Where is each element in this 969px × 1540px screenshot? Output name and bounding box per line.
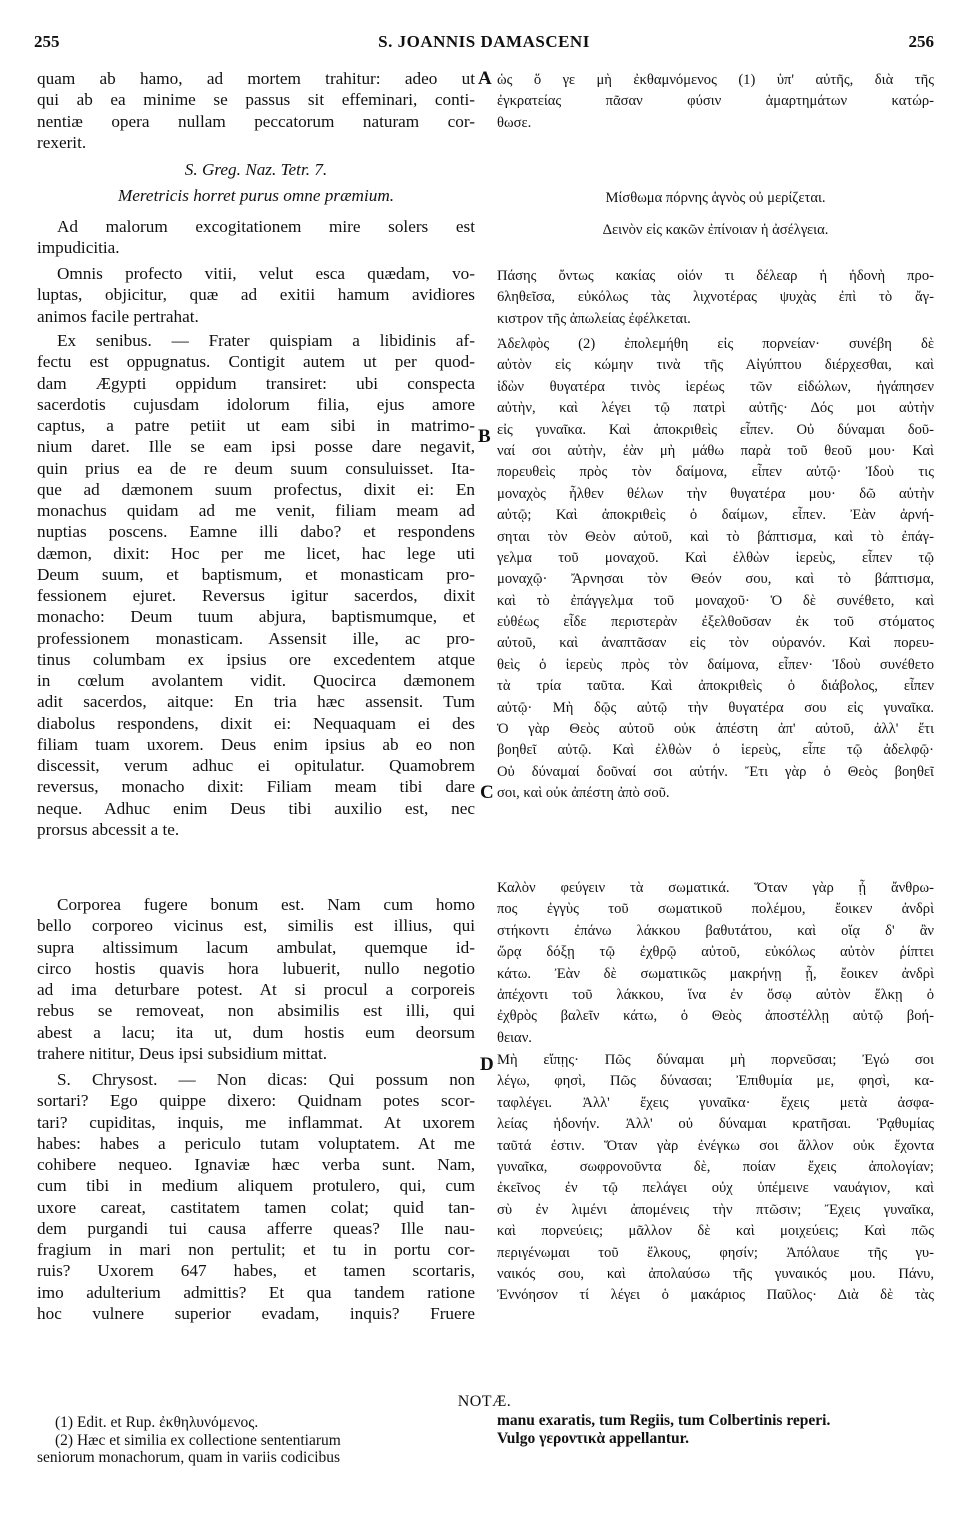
text-line: σοι, καὶ οὐκ ἀπέστη ἀπὸ σοῦ. [497,785,670,802]
text-line: Ὁ γὰρ Θεὸς αὐτοῦ οὐκ ἀπέστη ἀπ' αὐτοῦ, ἀλλ' ἔτι [497,721,934,738]
text-line: ἐκεῖνος ἐν τῷ πελάγει οὐχ ὑπέμεινε ναυάγιον, καὶ [497,1180,934,1197]
text-line: ναικός σου, καὶ ἀπολαύσω τῆς γυναικός μου. Πάνυ, [497,1265,934,1282]
text-line: τὰ τρία ταῦτα. Καὶ ἀποκριθεὶς ὁ διάβολος, εἶπεν [497,678,934,695]
text-line: Ἐννόησον τί λέγει ὁ μακάριος Παῦλος· Διὰ δὲ τὰς [497,1287,934,1304]
text-line: trahere nititur, Deus ipsi subsidium mittat. [37,1043,328,1063]
text-line: nuptias poscens. Eamne illi dabo? et respondens [37,522,475,542]
text-line: αὐτὸν εἰς κώμην τινὰ τῆς Αἰγύπτου διέρχεσθαι, καὶ [497,357,934,374]
latin-paragraph-6 [37,1069,475,1324]
text-line: discessit, verum adhuc ei opitulatur. Quamobrem [37,756,475,775]
text-line: Ad malorum excogitationem mire solers est [57,217,475,236]
greek-verse: Μίσθωμα πόρνης ἁγνὸς οὐ μερίζεται. [605,190,826,206]
text-line: Omnis profecto vitii, velut esca quædam, vo- [57,264,475,283]
text-line: rexerit. [37,132,87,152]
latin-paragraph-4 [37,330,475,840]
text-line: sacerdotis cujusdam idolorum filia, ejus amore [37,394,475,414]
latin-paragraph-1 [37,68,475,153]
text-line: monacho: Deum tuum abjura, baptismumque, et [37,607,475,627]
text-line: μοναχὸς ἦλθεν θέλων τὴν θυγατέρα μου· δῶ αὐτὴν [497,485,934,502]
text-line: quin prius ea de re deum suum consuluisset. Ita- [37,458,475,478]
text-line: adit sacerdos, aitque: En tria hæc assensit. Tum [37,692,475,712]
text-line: quam ab hamo, ad mortem trahitur: adeo ut [37,69,475,88]
text-line: S. Chrysost. — Non dicas: Qui possum non [57,1070,475,1089]
text-line: diabolus respondens, dixit ei: Nequaquam ei des [37,713,475,733]
text-line: καὶ τὸ ἐπάγγελμα τοῦ μοναχοῦ· Ὁ δὲ συνέθετο, καὶ [497,592,934,609]
text-line: uxore careat, castitatem tamen colat; quid tan- [37,1197,475,1217]
text-line: filiam tuam uxorem. Deus enim ipsius ab eo non [37,734,475,754]
text-line: Πάσης ὄντως κακίας οἱόν τι δέλεαρ ἡ ἡδονὴ προ- [497,268,934,284]
greek-maxim: Δεινὸν εἰς κακῶν ἐπίνοιαν ἡ ἀσέλγεια. [602,222,829,238]
notes-right [497,1412,934,1447]
text-line: sortari? Ego quippe dixero: Quidnam potes scor- [37,1091,475,1111]
text-line: ταφλέγει. Ἀλλ' ἔχεις γυναῖκα· ἔχεις μετὰ ἀσφα- [497,1094,934,1111]
text-line: λέγω, φησὶ, Πῶς δύνασαι; Ἐπιθυμία με, φησὶ, κα- [497,1073,934,1090]
text-line: prorsus abcessit a te. [37,819,180,839]
text-line: dam Ægypti oppidum transiret: ubi conspecta [37,373,475,393]
text-line: Deum suum, et baptismum, et monasticam pro- [37,564,475,584]
greek-paragraph-6 [497,878,934,1049]
running-title: S. JOANNIS DAMASCENI [378,32,590,51]
notes-title: NOTÆ. [457,1393,512,1410]
running-head [34,32,934,54]
text-line: 6ληθεῖσα, εὐκόλως τὰς λιχνοτέρας ψυχὰς ἐπὶ τὸ ἄγ- [497,289,934,306]
text-line: γελμα τοῦ μοναχοῦ. Καὶ ἐλθὼν ἱερεὺς, εἶπεν τῷ [497,549,934,566]
text-line: εἰς γυναῖκα. Καὶ ἀποκριθεὶς εἶπεν. Οὐ δύναμαι δοῦ- [497,421,934,438]
text-line: nentiæ opera nullam peccatorum naturam cor- [37,111,475,131]
text-line: professionem monasticam. Assensit ille, ac pro- [37,628,475,648]
text-line: αὐτῷ; Καὶ ἀποκριθεὶς ὁ δαίμων, εἶπεν. Ἐὰν ἀρνή- [497,507,934,524]
note-line: (1) Edit. et Rup. ἐκθηλυνόμενος. [55,1414,259,1431]
text-line: περιγένωμαι τοῦ ἕλκους, φησίν; Ἀπόλαυε τῆς γυ- [497,1244,934,1261]
margin-letter-c: C [480,782,494,803]
text-line: bello corporeo vicinus est, similis est illius, qui [37,916,475,936]
greek-paragraph-4 [497,266,934,330]
citation-gregory: S. Greg. Naz. Tetr. 7. [184,160,328,179]
text-line: θωσε. [497,114,532,131]
text-line: αὐτῷ· Μὴ δῷς αὐτῷ τὴν θυγατέρα σου εἰς γυναῖκα. [497,699,934,716]
text-line: reversus, monacho dixit: Filiam meam tibi dare [37,777,475,797]
citation-verse: Meretricis horret purus omne præmium. [117,186,395,205]
text-line: tinus columbam ex ipsius ore excedentem atque [37,649,475,669]
note-line: (2) Hæc et similia ex collectione sententiarum [55,1431,341,1449]
note-line: manu exaratis, tum Regiis, tum Colbertinis reperi. [497,1412,831,1429]
text-line: impudicitia. [37,238,120,258]
text-line: que ad dæmonem suum profectus, dixit ei: En [37,479,475,499]
text-line: βοηθεῖ αὐτῷ. Καὶ ἐλθὼν ὁ ἱερεὺς, εἶπε τῷ ἀδελφῷ· [497,742,934,759]
text-line: γυναῖκα, σωφρονοῦντα δὲ, ποίαν ἔχεις ἀπολογίαν; [497,1158,934,1175]
text-line: circo hostis quavis hora lubuerit, nullo negotio [37,958,475,978]
text-line: hoc vulnere superior evadam, inquis? Fruere [37,1303,475,1323]
note-line: Vulgo γεροντικὰ appellantur. [497,1429,689,1447]
text-line: ruis? Uxorem 647 habes, et tamen scortaris, [37,1261,475,1281]
text-line: monachus quidam ad me venit, filiam meam ad [37,501,475,520]
text-line: imo adulterium admittis? Et qua tandem ratione [37,1282,475,1302]
text-line: ταῦτά ἐστιν. Ὅταν γὰρ ἐνέγκω σοι ἄλλον οὐκ ἔχοντα [497,1137,934,1154]
text-line: habes: habes a periculo tutam voluptatem. At me [37,1133,475,1153]
text-line: σηται τὸν Θεὸν αὐτοῦ, καὶ τὸ βάπτισμα, καὶ τὸ ἐπάγ- [497,528,934,545]
text-line: ὥρᾳ δόξῃ τῷ ἐχθρῷ αὐτοῦ, εὐκόλως αὐτὸν ῥίπτει [497,944,934,961]
text-line: Καλὸν φεύγειν τὰ σωματικά. Ὅταν γὰρ ᾖ ἄνθρω- [497,880,934,896]
text-line: supra altissimum lacum ambulat, quemque id- [37,937,475,957]
text-line: αὐτὴν, καὶ λέγει τῷ πατρὶ αὐτῆς· Δός μοι αὐτὴν [497,400,934,417]
text-line: μοναχῷ· Ἄρνησαι τὸν Θεόν σου, καὶ τὸ βάπτισμα, [497,571,934,588]
text-line: fragium in mari non pertulit; et tu in portu cor- [37,1240,475,1259]
text-line: qui ab ea minime se passus sit effeminari, conti- [37,90,475,110]
greek-paragraph-7 [497,1050,934,1307]
notes-left [37,1414,477,1467]
text-line: rebus se removeat, non absimilis est illi, qui [37,1001,475,1021]
text-line: ἐγκρατείας πᾶσαν φύσιν ἁμαρτημάτων κατώρ- [497,93,934,110]
margin-letter-b: B [478,426,491,447]
greek-paragraph-5 [497,334,934,805]
page-number-left: 255 [34,32,60,51]
text-line: σὺ ἐν λιμένι ἀπομένεις τὴν πτῶσιν; Ἔχεις γυναῖκα, [497,1201,934,1218]
text-line: κάτω. Ἐὰν δὲ σωματικῶς μακρήνῃ ᾖ, ἔοικεν ἀνδρὶ [497,965,934,982]
text-line: abest a lacu; ita ut, dum hostis eum deorsum [37,1022,475,1042]
text-line: cum tibi in medium aliquem protulero, qui, cum [37,1176,475,1196]
latin-paragraph-5 [37,894,475,1064]
text-line: fessionem ejuret. Reversus igitur sacerdos, dixit [37,586,475,605]
text-line: ὡς ὅ γε μὴ ἐκθαμνόμενος (1) ὑπ' αὐτῆς, διὰ τῆς [497,72,934,88]
text-line: πος ἐγγὺς τοῦ σωματικοῦ πολέμου, ἔοικεν ἀνδρὶ [497,901,934,918]
note-line: seniorum monachorum, quam in variis codicibus [37,1449,341,1466]
text-line: luptas, objicitur, quæ ad exitii hamum avidiores [37,285,475,305]
text-line: εὐθέως εἶδε περιστερὰν ἐξελθοῦσαν ἐκ τοῦ στόματος [497,614,934,631]
text-line: καὶ πορνεύεις; μᾶλλον δὲ καὶ μοιχεύεις; Καὶ πῶς [497,1223,934,1240]
text-line: ἀπέχοντι τοῦ λάκκου, ἵνα ἐν ὅσῳ αὐτὸν ἕλκῃ ὁ [497,986,934,1003]
text-line: θεὶς ὁ ἱερεὺς πρὸς τὸν δαίμονα, εἶπεν· Ἰδοὺ συνέθετο [497,656,934,673]
text-line: Corporea fugere bonum est. Nam cum homo [57,895,475,914]
margin-letter-d: D [480,1054,494,1075]
text-line: animos facile pertrahat. [37,306,199,326]
text-line: ἰδὼν θυγατέρα τινὸς ἱερέως τῶν εἰδώλων, ἠγάπησεν [497,378,934,395]
text-line: Οὐ δύναμαί δοῦναί σοι αὐτήν. Ἔτι γὰρ ὁ Θεὸς βοηθεῖ [497,763,934,780]
text-line: dæmon, dixit: Hoc per me licet, hac lege uti [37,543,475,563]
text-line: in cœlum avolantem vidit. Quocirca dæmonem [37,671,475,690]
text-line: dem purgandi tui causa afferre queas? Ille nau- [37,1218,475,1238]
text-line: cohibere nequeo. Ignaviæ hæc verba sunt. Nam, [37,1155,475,1174]
text-line: ad ima deturbare potest. At si procul a corporeis [37,980,475,999]
text-line: θειαν. [497,1029,532,1046]
text-line: Ex senibus. — Frater quispiam a libidinis af- [57,331,475,350]
greek-paragraph-1 [497,70,934,134]
latin-paragraph-3 [37,263,475,327]
text-line: tari? cupiditas, inquis, me inflammat. At uxorem [37,1112,475,1132]
page-number-right: 256 [908,32,934,51]
text-line: ναί σοι αὐτὴν, ἐὰν μὴ μάθω παρὰ τοῦ θεοῦ μου· Καὶ [497,442,934,459]
text-line: Μὴ εἴπῃς· Πῶς δύναμαι μὴ πορνεῦσαι; Ἐγώ σοι [497,1052,934,1068]
text-line: λείας ἡδονήν. Ἀλλ' οὐ δύναμαι κρατῆσαι. Ῥᾳθυμίας [497,1116,934,1133]
text-line: κιστρον τῆς ἀπωλείας ἐφέλκεται. [497,310,691,327]
text-line: fectu est oppugnatus. Contigit autem ut per quod- [37,352,475,372]
text-line: captus, a patre petiit ut eam sibi in matrimo- [37,416,475,435]
text-line: στήκοντι ἐπάνω λάκκου βαθυτάτου, καὶ οἵᾳ δ' ἂν [497,922,934,939]
text-line: neque. Adhuc enim Deus tibi auxilio est, nec [37,798,475,818]
margin-letter-a: A [478,68,492,89]
text-line: πορευθεὶς πρὸς τὸν δαίμονα, εἶπεν αὐτῷ· Ἰδοὺ τις [497,464,934,481]
latin-paragraph-2 [37,216,475,259]
text-line: ἐχθρὸς βαλεῖν κάτω, ὁ Θεὸς ἀποστέλλῃ αὐτῷ βοή- [497,1008,934,1025]
text-line: nium daret. Ille se eam ipsi posse dare negavit, [37,437,475,457]
text-line: αὐτοῦ, καὶ ἀναπτᾶσαν εἰς τὸν οὐρανόν. Καὶ πορευ- [497,635,934,652]
text-line: Ἀδελφὸς (2) ἐπολεμήθη εἰς πορνείαν· συνέβη δὲ [497,336,934,352]
